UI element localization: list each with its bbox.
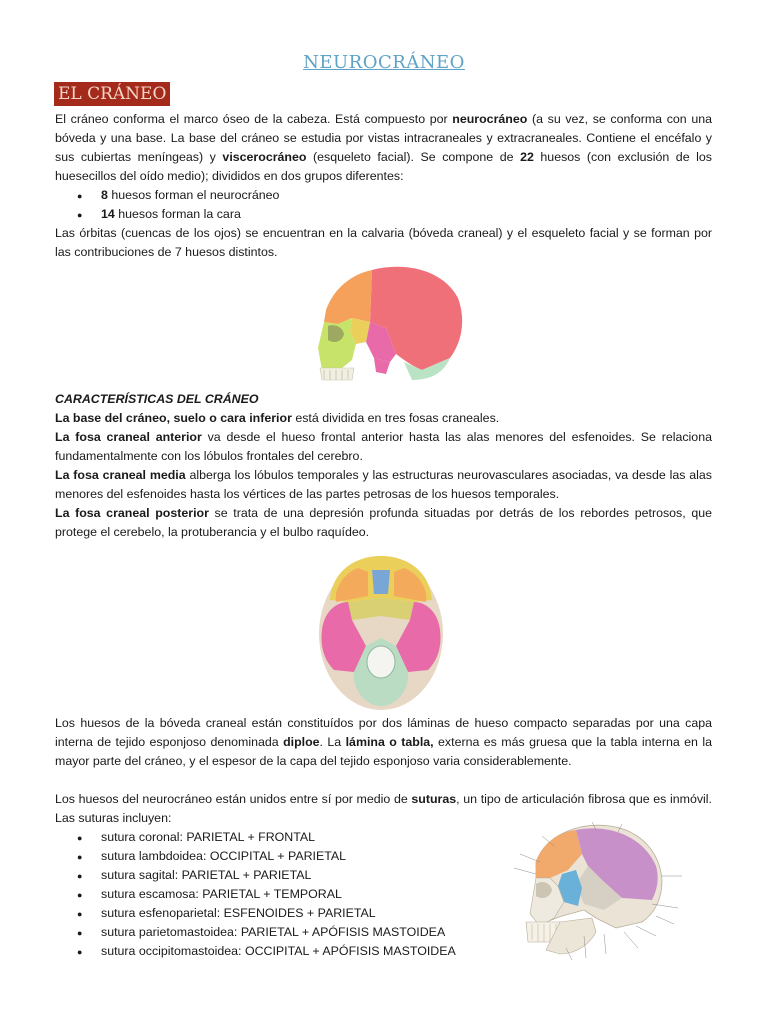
- term-diploe: diploe: [283, 735, 320, 749]
- list-item: ● sutura parietomastoidea: PARIETAL + APÓFISIS MASTOIDEA: [55, 923, 712, 942]
- middle-fossa-paragraph: La fosa craneal media alberga los lóbulos temporales y las estructuras neurovasculares asociadas, va desde las alas menores del esfenoides hasta los vértices de las partes petrosas de los huesos temporales.: [55, 468, 712, 501]
- term-neurocraneo: neurocráneo: [452, 112, 528, 126]
- intro-text-1: El cráneo conforma el marco óseo de la cabeza. Está compuesto por: [55, 112, 453, 126]
- posterior-fossa-paragraph: La fosa craneal posterior se trata de una depresión profunda situadas por detrás de los rebordes petrosos, que protege el cerebelo, la protuberancia y el bulbo raquídeo.: [55, 506, 712, 539]
- intro-paragraph: [55, 110, 712, 186]
- bone-group-list: [55, 186, 712, 224]
- anterior-fossa-paragraph: La fosa craneal anterior va desde el hueso frontal anterior hasta las alas menores del esfenoides. Se relaciona fundamentalmente con los lóbulos frontales del cerebro.: [55, 430, 712, 463]
- list-item: ● sutura coronal: PARIETAL + FRONTAL: [55, 828, 712, 847]
- list-item: ● 14 huesos forman la cara: [55, 205, 712, 224]
- list-item: ● sutura occipitomastoidea: OCCIPITAL + APÓFISIS MASTOIDEA: [55, 942, 712, 961]
- intro-text-3: (esqueleto facial). Se compone de: [306, 150, 521, 164]
- list-item: ● sutura escamosa: PARIETAL + TEMPORAL: [55, 885, 712, 904]
- list-item: ● 8 huesos forman el neurocráneo: [55, 186, 712, 205]
- layers-paragraph: Los huesos de la bóveda craneal están constituídos por dos láminas de hueso compacto separadas por una capa interna de tejido esponjoso denominada diploe. La lámina o tabla, externa es más gruesa que la tabla interna en la mayor parte del cráneo, y el espesor de la capa del tejido esponjoso varia considerablemente.: [55, 716, 712, 768]
- intro-text-2: (a su vez, se conforma con una bóveda y una base. La base del cráneo se estudia por vistas intracraneales y extracraneales. Contiene el encéfalo y sus cubiertas meníngeas) y: [55, 112, 712, 164]
- base-paragraph: La base del cráneo, suelo o cara inferior está dividida en tres fosas craneales.: [55, 411, 500, 425]
- list-item: ● sutura sagital: PARIETAL + PARIETAL: [55, 866, 712, 885]
- term-suturas: suturas: [411, 792, 457, 806]
- layers-block: [55, 714, 712, 771]
- skull-base-figure: [314, 550, 448, 710]
- skull-sutures-figure: [506, 818, 690, 964]
- page-title: NEUROCRÁNEO: [303, 52, 465, 73]
- list-item: ● sutura esfenoparietal: ESFENOIDES + PARIETAL: [55, 904, 712, 923]
- features-block: [55, 390, 712, 542]
- skull-lateral-figure: [312, 262, 464, 384]
- list-item: ● sutura lambdoidea: OCCIPITAL + PARIETAL: [55, 847, 712, 866]
- intro-text-4: huesos (con exclusión de los huesecillos del oído medio); divididos en dos grupos diferentes:: [55, 150, 712, 183]
- term-lamina: lámina o tabla,: [345, 735, 434, 749]
- bone-count: 22: [520, 150, 534, 164]
- features-heading: CARACTERÍSTICAS DEL CRÁNEO: [55, 392, 259, 406]
- orbits-paragraph: Las órbitas (cuencas de los ojos) se encuentran en la calvaria (bóveda craneal) y el esqueleto facial y se forman por las contribuciones de 7 huesos distintos.: [55, 226, 712, 259]
- term-viscerocraneo: viscerocráneo: [222, 150, 307, 164]
- section-tag: EL CRÁNEO: [54, 82, 170, 106]
- intro-block: [55, 110, 712, 262]
- sutures-paragraph: Los huesos del neurocráneo están unidos entre sí por medio de suturas, un tipo de articulación fibrosa que es inmóvil. Las suturas incluyen:: [55, 792, 712, 825]
